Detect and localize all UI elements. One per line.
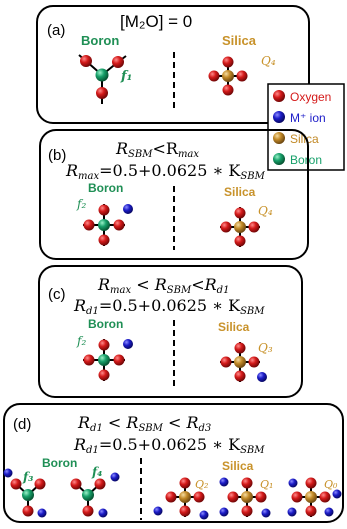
ion-atom [154,507,163,516]
boron-atom [22,489,34,501]
silica-atom [305,491,317,503]
oxygen-atom [249,222,260,233]
oxygen-atom [180,506,191,517]
ion-atom [257,372,267,382]
legend-label-silica: Silica [290,132,319,146]
panel-d-tag: (d) [13,416,32,433]
panel-d-silica-label: Silica [222,459,254,473]
oxygen-atom [221,222,232,233]
ion-atom [325,508,334,517]
panel-b-formula: Rmax=0.5+0.0625 ∗ KSBM [66,161,265,182]
oxygen-atom [228,492,239,503]
oxygen-atom [235,236,246,247]
oxygen-atom [306,478,317,489]
oxygen-atom [209,71,220,82]
legend-label-boron: Boron [290,153,323,167]
oxygen-atom [95,479,106,490]
oxygen-atom [235,343,246,354]
oxygen-atom [306,506,317,517]
silica-atom [179,491,191,503]
panel-b-boron-label: Boron [88,181,124,195]
oxygen-atom [256,492,267,503]
oxygen-atom [237,71,248,82]
panel-c-inequality: Rmax < RSBM<Rd1 [98,275,230,296]
boron-atom [98,219,110,231]
panel-d-formula: Rd1=0.5+0.0625 ∗ KSBM [74,435,265,456]
panel-b-silica-label: Silica [224,185,256,199]
oxygen-atom [99,370,110,381]
oxygen-atom [84,355,95,366]
ion-atom [220,478,229,487]
panel-c-boron-label: Boron [88,317,124,331]
oxygen-atom [83,506,94,517]
legend-label-oxygen: Oxygen [290,90,332,104]
ion-atom [200,511,209,520]
panel-a-boron-unit: f₁ [121,69,133,84]
panel-d-boron-unit-1: f₃ [23,470,34,484]
oxygen-atom [71,479,82,490]
ion-atom [38,509,47,518]
oxygen-atom [292,492,303,503]
panel-c-silica-unit: Q₃ [258,341,273,355]
ion-atom [4,469,13,478]
panel-a-boron-label: Boron [81,33,120,48]
panel-a-tag: (a) [47,22,66,39]
oxygen-atom [11,479,22,490]
oxygen-atom [99,235,110,246]
oxygen-atom [242,478,253,489]
panel-d-inequality: Rd1 < RSBM < Rd3 [78,413,212,434]
panel-a-condition: [M₂O] = 0 [120,12,193,31]
panel-d-boron-label: Boron [42,456,78,470]
ion-atom [123,204,133,214]
panel-c-formula: Rd1=0.5+0.0625 ∗ KSBM [74,296,265,317]
oxygen-sphere-icon [273,90,285,102]
boron-atom [98,354,110,366]
ion-atom [111,473,120,482]
oxygen-atom [35,479,46,490]
panel-c-boron-unit: f₂ [77,334,87,348]
oxygen-atom [221,357,232,368]
panel-b-silica-unit: Q₄ [258,204,273,218]
oxygen-atom [80,55,92,67]
panel-d-silica-unit-2: Q₁ [260,478,274,491]
oxygen-atom [114,355,125,366]
oxygen-atom [23,506,34,517]
panel-d-silica-unit-3: Q₀ [324,478,338,491]
panel-b-tag: (b) [48,147,67,164]
silica-atom [222,70,234,82]
oxygen-atom [235,371,246,382]
panel-c-tag: (c) [48,286,66,303]
ion-atom [220,508,229,517]
oxygen-atom [180,478,191,489]
panel-c-silica-label: Silica [218,320,250,334]
ion-atom [262,509,271,518]
oxygen-atom [114,220,125,231]
boron-sphere-icon [273,153,285,165]
silica-sphere-icon [273,132,285,144]
oxygen-atom [194,492,205,503]
panel-a-silica-label: Silica [222,33,256,48]
silica-atom [241,491,253,503]
silica-atom [234,221,246,233]
oxygen-atom [96,87,108,99]
oxygen-atom [320,492,331,503]
oxygen-atom [242,506,253,517]
oxygen-atom [235,208,246,219]
panel-b-boron-unit: f₂ [77,197,87,211]
oxygen-atom [223,57,234,68]
oxygen-atom [223,85,234,96]
ion-atom [99,509,108,518]
oxygen-atom [84,220,95,231]
oxygen-atom [112,56,124,68]
panel-d-silica-unit-1: Q₂ [195,478,209,491]
panel-a-silica-unit: Q₄ [261,54,276,68]
ion-atom [288,508,297,517]
ion-sphere-icon [273,111,285,123]
ion-atom [289,479,298,488]
ion-atom [123,339,133,349]
legend [268,84,344,170]
boron-atom [96,69,109,82]
oxygen-atom [249,357,260,368]
panel-b-inequality: RSBM<Rmax [116,139,200,160]
oxygen-atom [99,205,110,216]
boron-atom [82,489,94,501]
silica-atom [234,356,246,368]
oxygen-atom [166,492,177,503]
panel-d-boron-unit-2: f₄ [92,465,103,479]
legend-label-ion: M⁺ ion [290,111,326,125]
oxygen-atom [99,340,110,351]
